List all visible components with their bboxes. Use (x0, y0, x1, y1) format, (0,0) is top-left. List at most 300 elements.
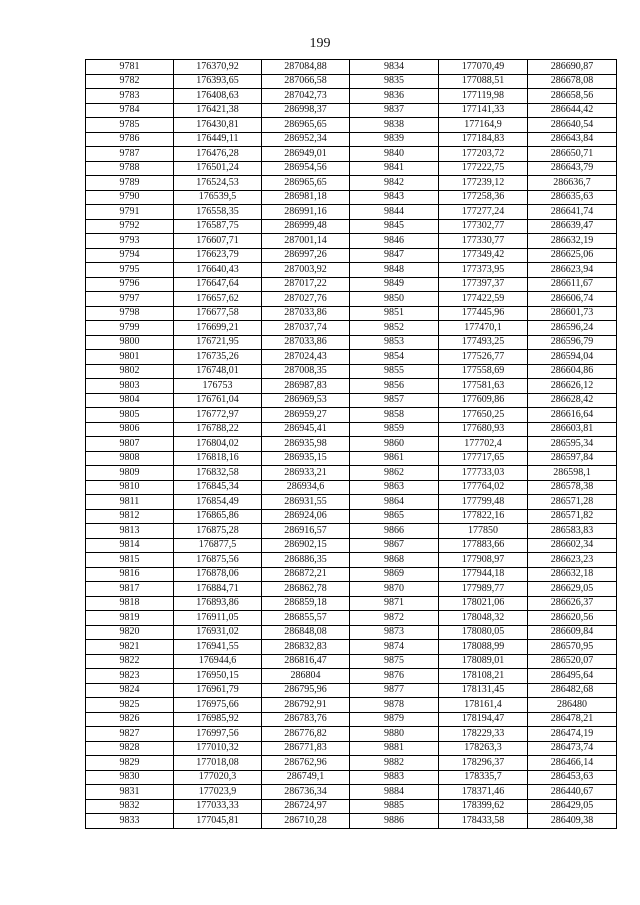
y-coordinate-left-cell: 286832,83 (262, 640, 350, 655)
y-coordinate-left-cell: 286959,27 (262, 408, 350, 423)
y-coordinate-right-cell: 286616,64 (528, 408, 617, 423)
y-coordinate-right-cell: 286596,79 (528, 335, 617, 350)
point-number-left-cell: 9782 (86, 74, 174, 89)
point-number-right-cell: 9844 (350, 205, 439, 220)
x-coordinate-left-cell: 176788,22 (174, 422, 262, 437)
point-number-left-cell: 9813 (86, 524, 174, 539)
y-coordinate-right-cell: 286495,64 (528, 669, 617, 684)
y-coordinate-left-cell: 286783,76 (262, 712, 350, 727)
x-coordinate-right-cell: 178296,37 (439, 756, 528, 771)
table-row (86, 698, 617, 713)
y-coordinate-right-cell: 286571,28 (528, 495, 617, 510)
point-number-right-cell: 9855 (350, 364, 439, 379)
x-coordinate-left-cell: 176884,71 (174, 582, 262, 597)
y-coordinate-left-cell: 286776,82 (262, 727, 350, 742)
x-coordinate-right-cell: 177558,69 (439, 364, 528, 379)
y-coordinate-left-cell: 286997,26 (262, 248, 350, 263)
point-number-right-cell: 9857 (350, 393, 439, 408)
point-number-right-cell: 9835 (350, 74, 439, 89)
x-coordinate-left-cell: 177018,08 (174, 756, 262, 771)
table-row (86, 538, 617, 553)
point-number-right-cell: 9881 (350, 741, 439, 756)
x-coordinate-right-cell: 177702,4 (439, 437, 528, 452)
point-number-right-cell: 9865 (350, 509, 439, 524)
y-coordinate-left-cell: 286987,83 (262, 379, 350, 394)
x-coordinate-right-cell: 177222,75 (439, 161, 528, 176)
point-number-right-cell: 9873 (350, 625, 439, 640)
x-coordinate-right-cell: 177908,97 (439, 553, 528, 568)
point-number-left-cell: 9811 (86, 495, 174, 510)
point-number-left-cell: 9818 (86, 596, 174, 611)
y-coordinate-right-cell: 286578,38 (528, 480, 617, 495)
y-coordinate-left-cell: 286771,83 (262, 741, 350, 756)
x-coordinate-right-cell: 178194,47 (439, 712, 528, 727)
point-number-left-cell: 9788 (86, 161, 174, 176)
x-coordinate-right-cell: 177164,9 (439, 118, 528, 133)
point-number-left-cell: 9823 (86, 669, 174, 684)
point-number-left-cell: 9817 (86, 582, 174, 597)
y-coordinate-right-cell: 286601,73 (528, 306, 617, 321)
y-coordinate-left-cell: 286965,65 (262, 118, 350, 133)
page-number: 199 (309, 36, 331, 51)
y-coordinate-left-cell: 287001,14 (262, 234, 350, 249)
y-coordinate-left-cell: 286795,96 (262, 683, 350, 698)
y-coordinate-right-cell: 286606,74 (528, 292, 617, 307)
x-coordinate-right-cell: 177680,93 (439, 422, 528, 437)
y-coordinate-left-cell: 287024,43 (262, 350, 350, 365)
x-coordinate-right-cell: 177989,77 (439, 582, 528, 597)
point-number-left-cell: 9789 (86, 176, 174, 191)
y-coordinate-left-cell: 287033,86 (262, 335, 350, 350)
x-coordinate-right-cell: 177733,03 (439, 466, 528, 481)
point-number-left-cell: 9829 (86, 756, 174, 771)
y-coordinate-left-cell: 286749,1 (262, 770, 350, 785)
y-coordinate-right-cell: 286643,79 (528, 161, 617, 176)
table-row (86, 364, 617, 379)
y-coordinate-left-cell: 286935,15 (262, 451, 350, 466)
y-coordinate-right-cell: 286594,04 (528, 350, 617, 365)
point-number-right-cell: 9868 (350, 553, 439, 568)
point-number-left-cell: 9790 (86, 190, 174, 205)
x-coordinate-left-cell: 177045,81 (174, 814, 262, 829)
point-number-left-cell: 9784 (86, 103, 174, 118)
point-number-right-cell: 9877 (350, 683, 439, 698)
table-row (86, 132, 617, 147)
y-coordinate-right-cell: 286474,19 (528, 727, 617, 742)
y-coordinate-right-cell: 286678,08 (528, 74, 617, 89)
y-coordinate-right-cell: 286658,56 (528, 89, 617, 104)
table-row (86, 437, 617, 452)
x-coordinate-right-cell: 177850 (439, 524, 528, 539)
point-number-right-cell: 9837 (350, 103, 439, 118)
x-coordinate-left-cell: 176430,81 (174, 118, 262, 133)
x-coordinate-left-cell: 176449,11 (174, 132, 262, 147)
y-coordinate-right-cell: 286429,05 (528, 799, 617, 814)
x-coordinate-left-cell: 176941,55 (174, 640, 262, 655)
x-coordinate-left-cell: 176975,66 (174, 698, 262, 713)
x-coordinate-left-cell: 176370,92 (174, 60, 262, 75)
point-number-left-cell: 9799 (86, 321, 174, 336)
table-row (86, 509, 617, 524)
x-coordinate-left-cell: 176875,56 (174, 553, 262, 568)
x-coordinate-right-cell: 178021,06 (439, 596, 528, 611)
y-coordinate-left-cell: 287084,88 (262, 60, 350, 75)
x-coordinate-left-cell: 176931,02 (174, 625, 262, 640)
point-number-right-cell: 9841 (350, 161, 439, 176)
x-coordinate-left-cell: 176721,95 (174, 335, 262, 350)
x-coordinate-right-cell: 177373,95 (439, 263, 528, 278)
point-number-right-cell: 9853 (350, 335, 439, 350)
point-number-left-cell: 9826 (86, 712, 174, 727)
x-coordinate-right-cell: 178399,62 (439, 799, 528, 814)
point-number-left-cell: 9805 (86, 408, 174, 423)
point-number-left-cell: 9825 (86, 698, 174, 713)
table-row (86, 103, 617, 118)
point-number-right-cell: 9839 (350, 132, 439, 147)
y-coordinate-left-cell: 286902,15 (262, 538, 350, 553)
y-coordinate-left-cell: 286934,6 (262, 480, 350, 495)
table-row (86, 654, 617, 669)
y-coordinate-right-cell: 286641,74 (528, 205, 617, 220)
x-coordinate-right-cell: 177330,77 (439, 234, 528, 249)
y-coordinate-right-cell: 286623,23 (528, 553, 617, 568)
point-number-left-cell: 9792 (86, 219, 174, 234)
x-coordinate-left-cell: 176748,01 (174, 364, 262, 379)
point-number-right-cell: 9883 (350, 770, 439, 785)
x-coordinate-left-cell: 176893,86 (174, 596, 262, 611)
x-coordinate-right-cell: 177944,18 (439, 567, 528, 582)
y-coordinate-left-cell: 287042,73 (262, 89, 350, 104)
y-coordinate-left-cell: 286954,56 (262, 161, 350, 176)
y-coordinate-right-cell: 286620,56 (528, 611, 617, 626)
table-row (86, 335, 617, 350)
x-coordinate-right-cell: 177883,66 (439, 538, 528, 553)
point-number-right-cell: 9861 (350, 451, 439, 466)
y-coordinate-left-cell: 286969,53 (262, 393, 350, 408)
point-number-right-cell: 9880 (350, 727, 439, 742)
point-number-left-cell: 9786 (86, 132, 174, 147)
y-coordinate-left-cell: 286999,48 (262, 219, 350, 234)
x-coordinate-left-cell: 177023,9 (174, 785, 262, 800)
y-coordinate-right-cell: 286643,84 (528, 132, 617, 147)
table-row (86, 582, 617, 597)
table-row (86, 60, 617, 75)
y-coordinate-left-cell: 286855,57 (262, 611, 350, 626)
point-number-right-cell: 9845 (350, 219, 439, 234)
point-number-left-cell: 9802 (86, 364, 174, 379)
point-number-right-cell: 9852 (350, 321, 439, 336)
y-coordinate-right-cell: 286409,38 (528, 814, 617, 829)
point-number-left-cell: 9783 (86, 89, 174, 104)
y-coordinate-left-cell: 286991,16 (262, 205, 350, 220)
x-coordinate-right-cell: 177302,77 (439, 219, 528, 234)
point-number-right-cell: 9851 (350, 306, 439, 321)
y-coordinate-left-cell: 286924,06 (262, 509, 350, 524)
table-row (86, 234, 617, 249)
y-coordinate-left-cell: 286981,18 (262, 190, 350, 205)
y-coordinate-left-cell: 287037,74 (262, 321, 350, 336)
table-row (86, 625, 617, 640)
x-coordinate-left-cell: 176961,79 (174, 683, 262, 698)
table-row (86, 219, 617, 234)
point-number-left-cell: 9821 (86, 640, 174, 655)
x-coordinate-right-cell: 178131,45 (439, 683, 528, 698)
y-coordinate-right-cell: 286635,63 (528, 190, 617, 205)
table-row (86, 277, 617, 292)
point-number-right-cell: 9846 (350, 234, 439, 249)
point-number-right-cell: 9869 (350, 567, 439, 582)
x-coordinate-left-cell: 176845,34 (174, 480, 262, 495)
point-number-right-cell: 9885 (350, 799, 439, 814)
y-coordinate-right-cell: 286595,34 (528, 437, 617, 452)
x-coordinate-right-cell: 177717,65 (439, 451, 528, 466)
point-number-left-cell: 9815 (86, 553, 174, 568)
table-row (86, 74, 617, 89)
y-coordinate-left-cell: 287003,92 (262, 263, 350, 278)
point-number-left-cell: 9803 (86, 379, 174, 394)
x-coordinate-right-cell: 178080,05 (439, 625, 528, 640)
point-number-right-cell: 9879 (350, 712, 439, 727)
y-coordinate-left-cell: 286931,55 (262, 495, 350, 510)
point-number-right-cell: 9872 (350, 611, 439, 626)
y-coordinate-left-cell: 287027,76 (262, 292, 350, 307)
y-coordinate-right-cell: 286626,37 (528, 596, 617, 611)
x-coordinate-left-cell: 176753 (174, 379, 262, 394)
point-number-right-cell: 9886 (350, 814, 439, 829)
x-coordinate-right-cell: 178263,3 (439, 741, 528, 756)
table-row (86, 306, 617, 321)
x-coordinate-right-cell: 177650,25 (439, 408, 528, 423)
x-coordinate-right-cell: 177119,98 (439, 89, 528, 104)
table-row (86, 408, 617, 423)
y-coordinate-left-cell: 286792,91 (262, 698, 350, 713)
x-coordinate-right-cell: 177422,59 (439, 292, 528, 307)
point-number-left-cell: 9796 (86, 277, 174, 292)
point-number-right-cell: 9854 (350, 350, 439, 365)
point-number-left-cell: 9807 (86, 437, 174, 452)
table-row (86, 785, 617, 800)
table-row (86, 683, 617, 698)
x-coordinate-right-cell: 178108,21 (439, 669, 528, 684)
y-coordinate-right-cell: 286625,06 (528, 248, 617, 263)
point-number-right-cell: 9875 (350, 654, 439, 669)
y-coordinate-right-cell: 286440,67 (528, 785, 617, 800)
x-coordinate-left-cell: 176607,71 (174, 234, 262, 249)
x-coordinate-right-cell: 177203,72 (439, 147, 528, 162)
x-coordinate-right-cell: 177277,24 (439, 205, 528, 220)
x-coordinate-left-cell: 176832,58 (174, 466, 262, 481)
y-coordinate-right-cell: 286636,7 (528, 176, 617, 191)
x-coordinate-left-cell: 176911,05 (174, 611, 262, 626)
x-coordinate-left-cell: 176421,38 (174, 103, 262, 118)
point-number-left-cell: 9793 (86, 234, 174, 249)
y-coordinate-left-cell: 286736,34 (262, 785, 350, 800)
y-coordinate-right-cell: 286473,74 (528, 741, 617, 756)
y-coordinate-right-cell: 286571,82 (528, 509, 617, 524)
table-row (86, 640, 617, 655)
point-number-right-cell: 9867 (350, 538, 439, 553)
y-coordinate-left-cell: 286916,57 (262, 524, 350, 539)
point-number-left-cell: 9820 (86, 625, 174, 640)
point-number-left-cell: 9810 (86, 480, 174, 495)
x-coordinate-left-cell: 176997,56 (174, 727, 262, 742)
x-coordinate-right-cell: 177799,48 (439, 495, 528, 510)
y-coordinate-right-cell: 286690,87 (528, 60, 617, 75)
table-row (86, 248, 617, 263)
point-number-left-cell: 9800 (86, 335, 174, 350)
x-coordinate-right-cell: 177239,12 (439, 176, 528, 191)
point-number-right-cell: 9871 (350, 596, 439, 611)
table-row (86, 205, 617, 220)
table-row (86, 422, 617, 437)
y-coordinate-right-cell: 286598,1 (528, 466, 617, 481)
x-coordinate-right-cell: 177445,96 (439, 306, 528, 321)
y-coordinate-right-cell: 286480 (528, 698, 617, 713)
table-row (86, 712, 617, 727)
point-number-left-cell: 9795 (86, 263, 174, 278)
y-coordinate-left-cell: 286804 (262, 669, 350, 684)
table-row (86, 466, 617, 481)
point-number-left-cell: 9831 (86, 785, 174, 800)
point-number-left-cell: 9787 (86, 147, 174, 162)
table-row (86, 495, 617, 510)
point-number-left-cell: 9827 (86, 727, 174, 742)
point-number-left-cell: 9797 (86, 292, 174, 307)
point-number-right-cell: 9850 (350, 292, 439, 307)
x-coordinate-left-cell: 176878,06 (174, 567, 262, 582)
x-coordinate-left-cell: 176640,43 (174, 263, 262, 278)
point-number-left-cell: 9781 (86, 60, 174, 75)
y-coordinate-right-cell: 286466,14 (528, 756, 617, 771)
point-number-left-cell: 9816 (86, 567, 174, 582)
x-coordinate-right-cell: 178088,99 (439, 640, 528, 655)
x-coordinate-left-cell: 176985,92 (174, 712, 262, 727)
y-coordinate-right-cell: 286650,71 (528, 147, 617, 162)
point-number-left-cell: 9798 (86, 306, 174, 321)
table-row (86, 118, 617, 133)
y-coordinate-right-cell: 286644,42 (528, 103, 617, 118)
point-number-right-cell: 9859 (350, 422, 439, 437)
table-row (86, 669, 617, 684)
x-coordinate-left-cell: 176854,49 (174, 495, 262, 510)
x-coordinate-left-cell: 176657,62 (174, 292, 262, 307)
point-number-left-cell: 9785 (86, 118, 174, 133)
x-coordinate-right-cell: 178335,7 (439, 770, 528, 785)
y-coordinate-left-cell: 286862,78 (262, 582, 350, 597)
y-coordinate-right-cell: 286602,34 (528, 538, 617, 553)
x-coordinate-right-cell: 178048,32 (439, 611, 528, 626)
y-coordinate-left-cell: 286952,34 (262, 132, 350, 147)
coordinates-table (85, 59, 617, 829)
y-coordinate-left-cell: 286886,35 (262, 553, 350, 568)
y-coordinate-left-cell: 286724,97 (262, 799, 350, 814)
y-coordinate-right-cell: 286478,21 (528, 712, 617, 727)
table-row (86, 814, 617, 829)
table-row (86, 379, 617, 394)
x-coordinate-left-cell: 176818,16 (174, 451, 262, 466)
point-number-right-cell: 9884 (350, 785, 439, 800)
point-number-right-cell: 9840 (350, 147, 439, 162)
x-coordinate-right-cell: 178089,01 (439, 654, 528, 669)
x-coordinate-left-cell: 176804,02 (174, 437, 262, 452)
x-coordinate-right-cell: 177070,49 (439, 60, 528, 75)
table-row (86, 799, 617, 814)
y-coordinate-left-cell: 286998,37 (262, 103, 350, 118)
x-coordinate-left-cell: 176950,15 (174, 669, 262, 684)
point-number-left-cell: 9830 (86, 770, 174, 785)
y-coordinate-right-cell: 286453,63 (528, 770, 617, 785)
table-row (86, 263, 617, 278)
x-coordinate-left-cell: 177010,32 (174, 741, 262, 756)
y-coordinate-right-cell: 286520,07 (528, 654, 617, 669)
point-number-left-cell: 9801 (86, 350, 174, 365)
table-row (86, 480, 617, 495)
x-coordinate-right-cell: 178433,58 (439, 814, 528, 829)
point-number-left-cell: 9806 (86, 422, 174, 437)
x-coordinate-left-cell: 176677,58 (174, 306, 262, 321)
y-coordinate-left-cell: 286710,28 (262, 814, 350, 829)
table-row (86, 524, 617, 539)
table-row (86, 321, 617, 336)
table-body (86, 60, 617, 829)
x-coordinate-right-cell: 177493,25 (439, 335, 528, 350)
table-row (86, 596, 617, 611)
y-coordinate-right-cell: 286611,67 (528, 277, 617, 292)
table-row (86, 393, 617, 408)
y-coordinate-left-cell: 286965,65 (262, 176, 350, 191)
y-coordinate-right-cell: 286609,84 (528, 625, 617, 640)
x-coordinate-left-cell: 176476,28 (174, 147, 262, 162)
y-coordinate-left-cell: 286859,18 (262, 596, 350, 611)
x-coordinate-left-cell: 176699,21 (174, 321, 262, 336)
x-coordinate-right-cell: 177258,36 (439, 190, 528, 205)
point-number-right-cell: 9834 (350, 60, 439, 75)
point-number-left-cell: 9809 (86, 466, 174, 481)
point-number-right-cell: 9870 (350, 582, 439, 597)
y-coordinate-left-cell: 287066,58 (262, 74, 350, 89)
table-row (86, 89, 617, 104)
y-coordinate-right-cell: 286604,86 (528, 364, 617, 379)
x-coordinate-right-cell: 178229,33 (439, 727, 528, 742)
x-coordinate-left-cell: 176877,5 (174, 538, 262, 553)
y-coordinate-left-cell: 287017,22 (262, 277, 350, 292)
point-number-right-cell: 9876 (350, 669, 439, 684)
y-coordinate-right-cell: 286632,19 (528, 234, 617, 249)
point-number-right-cell: 9856 (350, 379, 439, 394)
point-number-right-cell: 9843 (350, 190, 439, 205)
x-coordinate-right-cell: 177764,02 (439, 480, 528, 495)
y-coordinate-right-cell: 286583,83 (528, 524, 617, 539)
table-row (86, 756, 617, 771)
x-coordinate-right-cell: 177470,1 (439, 321, 528, 336)
y-coordinate-right-cell: 286570,95 (528, 640, 617, 655)
y-coordinate-right-cell: 286629,05 (528, 582, 617, 597)
y-coordinate-right-cell: 286603,81 (528, 422, 617, 437)
x-coordinate-right-cell: 177184,83 (439, 132, 528, 147)
point-number-left-cell: 9808 (86, 451, 174, 466)
y-coordinate-right-cell: 286640,54 (528, 118, 617, 133)
x-coordinate-right-cell: 178161,4 (439, 698, 528, 713)
point-number-right-cell: 9862 (350, 466, 439, 481)
y-coordinate-right-cell: 286596,24 (528, 321, 617, 336)
x-coordinate-left-cell: 176408,63 (174, 89, 262, 104)
table-row (86, 611, 617, 626)
x-coordinate-left-cell: 176944,6 (174, 654, 262, 669)
y-coordinate-left-cell: 286762,96 (262, 756, 350, 771)
x-coordinate-right-cell: 178371,46 (439, 785, 528, 800)
y-coordinate-left-cell: 286945,41 (262, 422, 350, 437)
x-coordinate-left-cell: 176761,04 (174, 393, 262, 408)
